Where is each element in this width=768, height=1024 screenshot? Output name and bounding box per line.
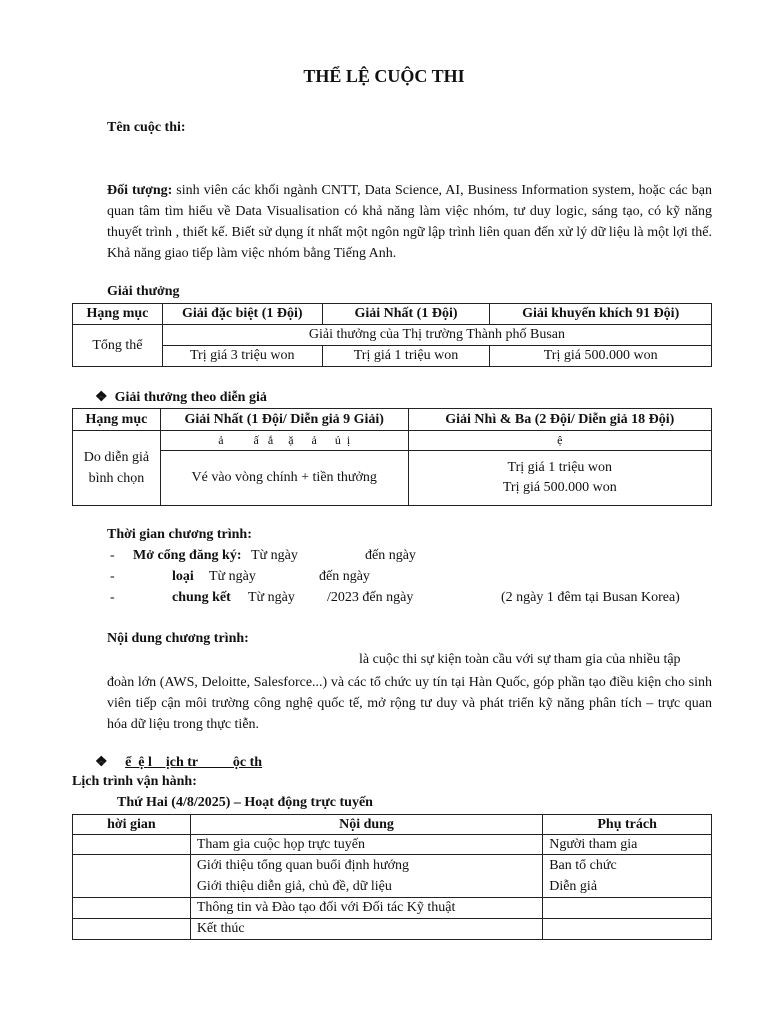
speaker-fragment-left: ả ấ ắ ặ ả ủ ị bbox=[160, 431, 408, 451]
speaker-header-second-third: Giải Nhì & Ba (2 Đội/ Diễn giả 18 Đội) bbox=[408, 409, 711, 431]
table-row bbox=[73, 835, 712, 855]
timeline-content-cell: Kết thúc bbox=[190, 919, 542, 940]
speaker-prizes-heading: Giải thưởng theo diễn giả bbox=[114, 390, 267, 405]
speaker-prizes-heading-line bbox=[95, 389, 267, 406]
timeline-heading-line bbox=[95, 754, 262, 771]
prizes-heading: Giải thưởng bbox=[107, 284, 180, 299]
prizes-value-first: Trị giá 1 triệu won bbox=[322, 346, 490, 367]
content-paragraph: đoàn lớn (AWS, Deloitte, Salesforce...) và các tổ chức uy tín tại Hàn Quốc, góp phần tạo điều kiện cho sinh viên tiếp cận môi trường công nghệ quốc tế, mở rộng tư duy và phát triển kỹ năng phân tích – trực quan hóa dữ liệu trong thực tiễn. bbox=[107, 675, 712, 732]
prizes-header-first: Giải Nhất (1 Đội) bbox=[322, 304, 490, 325]
timeline-time-cell bbox=[73, 898, 191, 919]
speaker-row-label bbox=[73, 431, 161, 506]
timeline-header-owner: Phụ trách bbox=[543, 815, 712, 835]
speaker-header-first: Giải Nhất (1 Đội/ Diễn giả 9 Giải) bbox=[160, 409, 408, 431]
prizes-header-encouragement: Giải khuyến khích 91 Đội) bbox=[490, 304, 712, 325]
timeline-content-cell: Tham gia cuộc họp trực tuyến bbox=[190, 835, 542, 855]
timeline-owner-line1: Ban tổ chức bbox=[549, 858, 617, 873]
prizes-value-encouragement: Trị giá 500.000 won bbox=[490, 346, 712, 367]
schedule-dash-1: - bbox=[110, 548, 115, 563]
schedule-label-qualifier: loại bbox=[172, 569, 194, 584]
table-row bbox=[73, 898, 712, 919]
schedule-note: (2 ngày 1 đêm tại Busan Korea) bbox=[501, 590, 680, 605]
content-heading: Nội dung chương trình: bbox=[107, 631, 249, 646]
speaker-prizes-table bbox=[72, 408, 712, 506]
content-line-1: là cuộc thi sự kiện toàn cầu với sự tham gia của nhiều tập bbox=[359, 652, 681, 667]
schedule-from-2: Từ ngày bbox=[209, 569, 256, 584]
schedule-label-registration: Mở cổng đăng ký: bbox=[133, 548, 242, 563]
schedule-to-2: đến ngày bbox=[319, 569, 370, 584]
operations-heading: Lịch trình vận hành: bbox=[72, 774, 197, 789]
prizes-header-category: Hạng mục bbox=[73, 304, 163, 325]
prizes-header-special: Giải đặc biệt (1 Đội) bbox=[162, 304, 322, 325]
speaker-row-label-line1: Do diễn giả bbox=[83, 450, 150, 465]
timeline-table bbox=[72, 814, 712, 940]
timeline-time-cell bbox=[73, 919, 191, 940]
speaker-first-value: Vé vào vòng chính + tiền thưởng bbox=[160, 451, 408, 506]
timeline-content-line1: Giới thiệu tổng quan buổi định hướng bbox=[196, 858, 409, 873]
target-audience-paragraph bbox=[107, 180, 712, 264]
schedule-label-final: chung kết bbox=[172, 590, 231, 605]
timeline-time-cell bbox=[73, 855, 191, 898]
schedule-from-3: Từ ngày bbox=[248, 590, 295, 605]
prizes-row-label: Tổng thể bbox=[73, 325, 163, 367]
schedule-dash-3: - bbox=[110, 590, 115, 605]
page-title: THỂ LỆ CUỘC THI bbox=[303, 66, 465, 86]
schedule-from-1: Từ ngày bbox=[251, 548, 298, 563]
target-audience-text: sinh viên các khối ngành CNTT, Data Science, AI, Business Information system, hoặc các bạn quan tâm tìm hiểu về Data Visualisation có khả năng làm việc nhóm, tư duy logic, sáng tạo, có kỹ năng thuyết trình , thiết kế. Biết sử dụng ít nhất một ngôn ngữ lập trình liên quan đến xử lý dữ liệu là một lợi thế. Khả năng giao tiếp làm việc nhóm bằng Tiếng Anh. bbox=[107, 183, 712, 261]
diamond-bullet-icon: ❖ bbox=[95, 755, 108, 770]
timeline-content-line2: Giới thiệu diễn giả, chủ đề, dữ liệu bbox=[196, 879, 392, 894]
timeline-header-content: Nội dung bbox=[190, 815, 542, 835]
prizes-merged-cell: Giải thưởng của Thị trường Thành phố Busan bbox=[162, 325, 711, 346]
timeline-content-cell bbox=[190, 855, 542, 898]
timeline-owner-cell bbox=[543, 855, 712, 898]
prizes-table bbox=[72, 303, 712, 367]
speaker-second-value-line2: Trị giá 500.000 won bbox=[502, 480, 617, 495]
schedule-to-1: đến ngày bbox=[365, 548, 416, 563]
schedule-dash-2: - bbox=[110, 569, 115, 584]
speaker-second-value-line1: Trị giá 1 triệu won bbox=[507, 460, 613, 475]
timeline-owner-cell bbox=[543, 898, 712, 919]
contest-name-label: Tên cuộc thi: bbox=[107, 120, 186, 135]
timeline-owner-line2: Diễn giả bbox=[549, 879, 598, 894]
schedule-to-3: /2023 đến ngày bbox=[327, 590, 414, 605]
speaker-header-category: Hạng mục bbox=[73, 409, 161, 431]
schedule-heading: Thời gian chương trình: bbox=[107, 527, 252, 542]
speaker-fragment-right: ệ bbox=[408, 431, 711, 451]
timeline-owner-cell: Người tham gia bbox=[543, 835, 712, 855]
timeline-content-cell: Thông tin và Đào tạo đối với Đối tác Kỹ thuật bbox=[190, 898, 542, 919]
target-audience-label: Đối tượng: bbox=[107, 183, 173, 198]
table-row bbox=[73, 919, 712, 940]
timeline-owner-cell bbox=[543, 919, 712, 940]
day-heading: Thứ Hai (4/8/2025) – Hoạt động trực tuyến bbox=[117, 795, 373, 810]
table-row bbox=[73, 855, 712, 898]
speaker-second-value bbox=[408, 451, 711, 506]
prizes-value-special: Trị giá 3 triệu won bbox=[162, 346, 322, 367]
timeline-time-cell bbox=[73, 835, 191, 855]
diamond-bullet-icon: ❖ bbox=[95, 390, 108, 405]
speaker-row-label-line2: bình chọn bbox=[88, 471, 145, 486]
timeline-header-time: hời gian bbox=[73, 815, 191, 835]
timeline-fragment-heading: ể ệ l ịch tr ộc th bbox=[125, 755, 263, 770]
